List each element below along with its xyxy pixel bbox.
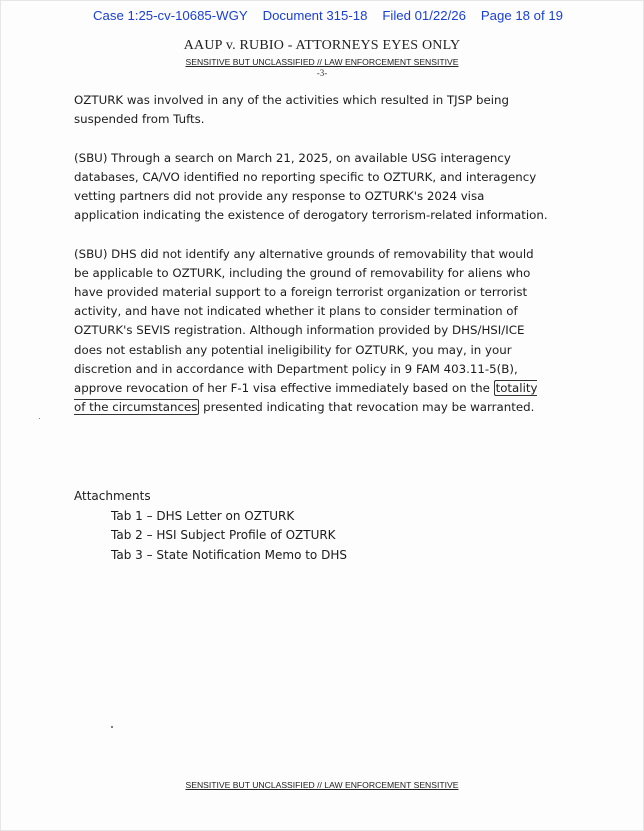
paragraph-2: (SBU) Through a search on March 21, 2025, on available USG interagency databases, CA/VO identified no reporting specific to OZTURK, and interagency vetting partners did not provide any response to OZTURK's 2024 visa application indicating the existence of derogatory terrorism-related information. <box>74 150 548 223</box>
scan-speck <box>111 726 113 728</box>
case-number: Case 1:25-cv-10685-WGY <box>93 8 248 23</box>
paragraph-3-text-after: presented indicating that revocation may be warranted. <box>203 400 535 415</box>
classification-marking-bottom: SENSITIVE BUT UNCLASSIFIED // LAW ENFORCEMENT SENSITIVE <box>185 780 459 790</box>
document-number: Document 315-18 <box>262 8 368 23</box>
classification-marking-top: SENSITIVE BUT UNCLASSIFIED // LAW ENFORCEMENT SENSITIVE <box>185 57 459 67</box>
boxed-phrase: totality of the circumstances <box>74 381 538 415</box>
paragraph-3-text-before: (SBU) DHS did not identify any alternative grounds of removability that would be applicable to OZTURK, including the ground of removability for aliens who have provided material support to a foreign terrorist organization or terrorist activity, and have not indicated whether it plans to consider termination of OZTURK's SEVIS registration. Although information provided by DHS/HSI/ICE does not establish any potential ineligibility for OZTURK, you may, in your discretion and in accordance with Department policy in 9 FAM 403.11-5(B), approve revocation of her F-1 visa effective immediately based on the <box>74 246 534 396</box>
page-indicator: Page 18 of 19 <box>480 8 563 23</box>
filed-date: Filed 01/22/26 <box>382 8 466 23</box>
scan-speck <box>39 418 40 419</box>
memo-body <box>74 91 549 437</box>
paragraph-3 <box>74 245 549 418</box>
attachment-item: Tab 3 – State Notification Memo to DHS <box>111 547 347 562</box>
attachments-section <box>74 487 474 565</box>
page-number: -3- <box>316 68 328 78</box>
attachment-item: Tab 1 – DHS Letter on OZTURK <box>111 509 295 524</box>
document-title: AAUP v. RUBIO - ATTORNEYS EYES ONLY <box>183 38 461 53</box>
attachments-list <box>74 507 474 565</box>
paragraph-1: OZTURK was involved in any of the activities which resulted in TJSP being suspended from Tufts. <box>74 93 509 127</box>
court-filing-header <box>93 8 563 23</box>
attachment-item: Tab 2 – HSI Subject Profile of OZTURK <box>111 528 336 543</box>
attachments-heading: Attachments <box>74 489 151 503</box>
